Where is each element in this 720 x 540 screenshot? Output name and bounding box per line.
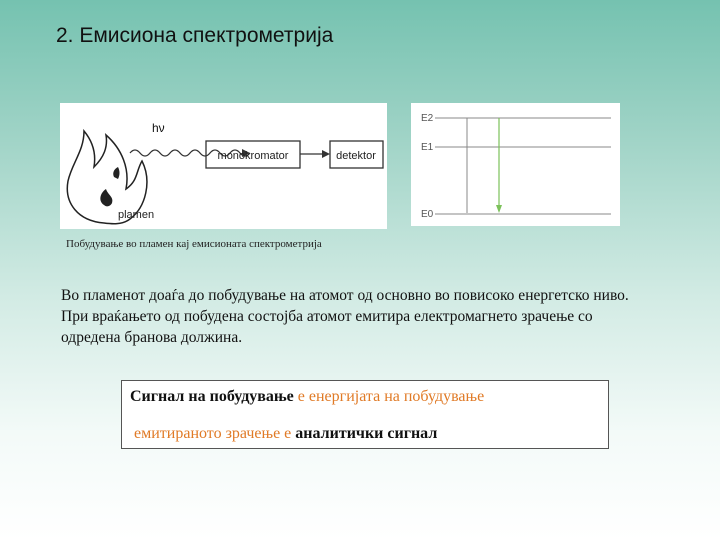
monochromator-label: monokromator <box>217 150 289 162</box>
summary-line-2-orange: емитираното зрачење е <box>134 425 292 442</box>
energy-level-label-e1: E1 <box>421 142 434 153</box>
energy-level-label-e0: E0 <box>421 209 434 220</box>
summary-line-1 <box>130 388 484 406</box>
figure-caption: Побудување во пламен кај емисионата спектрометрија <box>66 238 322 250</box>
summary-line-1-bold: Сигнал на побудување <box>130 388 294 405</box>
hv-label: hν <box>152 121 165 135</box>
summary-line-2-bold: аналитички сигнал <box>291 425 438 442</box>
energy-level-label-e2: E2 <box>421 113 434 124</box>
flame-label: plamen <box>118 209 155 221</box>
summary-line-2 <box>134 425 437 443</box>
detector-label: detektor <box>336 150 376 162</box>
slide-title: 2. Емисиона спектрометрија <box>56 24 334 47</box>
flame-emission-diagram <box>60 103 387 229</box>
summary-line-1-orange: е енергијата на побудување <box>293 388 485 405</box>
energy-level-diagram <box>411 103 620 226</box>
body-paragraph: Во пламенот доаѓа до побудување на атомот од основно во повисоко енергетско ниво. При враќањето од побудена состојба атомот емитира електромагнето зрачење со одредена бранова должина. <box>61 287 629 346</box>
summary-box <box>121 380 609 449</box>
